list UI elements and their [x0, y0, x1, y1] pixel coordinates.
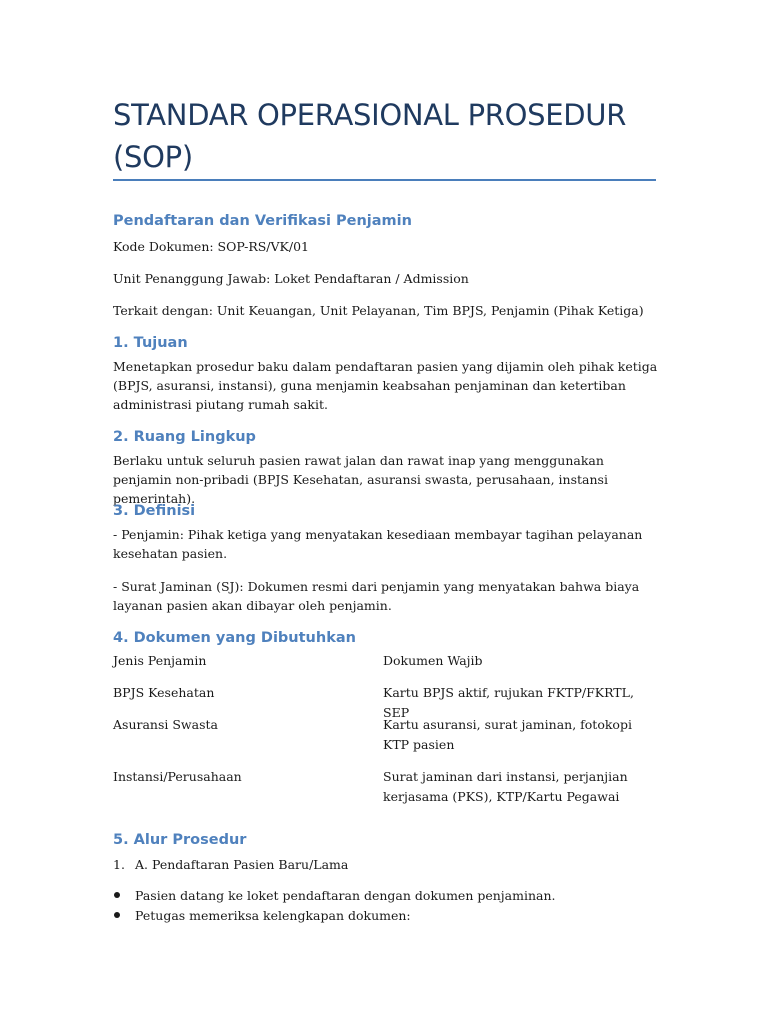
section-heading-tujuan: 1. Tujuan [113, 335, 188, 351]
table-cell-dokumen: Kartu asuransi, surat jaminan, fotokopi KTP pasien [383, 717, 632, 752]
table-cell-jenis: Asuransi Swasta [113, 717, 218, 732]
section-text-tujuan: Menetapkan prosedur baku dalam pendaftaran pasien yang dijamin oleh pihak ketiga (BPJS, asuransi, instansi), guna menjamin keabsahan penjaminan dan ketertiban administrasi piutang rumah sakit. [113, 359, 658, 412]
document-code: Kode Dokumen: SOP-RS/VK/01 [113, 239, 309, 254]
table-header-dokumen: Dokumen Wajib [383, 653, 483, 668]
section-heading-ruang-lingkup: 2. Ruang Lingkup [113, 429, 256, 445]
table-cell-dokumen: Surat jaminan dari instansi, perjanjian kerjasama (PKS), KTP/Kartu Pegawai [383, 769, 628, 804]
document-subtitle: Pendaftaran dan Verifikasi Penjamin [113, 213, 412, 229]
table-header-jenis: Jenis Penjamin [113, 653, 207, 668]
document-title: STANDAR OPERASIONAL PROSEDUR (SOP) [113, 98, 627, 174]
definition-surat-jaminan: - Surat Jaminan (SJ): Dokumen resmi dari penjamin yang menyatakan bahwa biaya layanan pasien akan dibayar oleh penjamin. [113, 579, 640, 613]
bullet-icon [113, 891, 121, 899]
title-underline [113, 179, 656, 181]
table-cell-jenis: Instansi/Perusahaan [113, 769, 242, 784]
responsible-unit: Unit Penanggung Jawab: Loket Pendaftaran / Admission [113, 271, 469, 286]
section-heading-alur: 5. Alur Prosedur [113, 832, 247, 848]
table-cell-dokumen: Kartu BPJS aktif, rujukan FKTP/FKRTL, SEP [383, 685, 634, 720]
related-units: Terkait dengan: Unit Keuangan, Unit Pelayanan, Tim BPJS, Penjamin (Pihak Ketiga) [113, 303, 644, 318]
definition-penjamin: - Penjamin: Pihak ketiga yang menyatakan kesediaan membayar tagihan pelayanan kesehatan pasien. [113, 527, 643, 561]
bullet-icon [113, 911, 121, 919]
section-text-ruang-lingkup: Berlaku untuk seluruh pasien rawat jalan dan rawat inap yang menggunakan penjamin non-pribadi (BPJS Kesehatan, asuransi swasta, perusahaan, instansi pemerintah). [113, 453, 608, 506]
list-item: Pasien datang ke loket pendaftaran dengan dokumen penjaminan. [135, 888, 556, 903]
section-heading-dokumen: 4. Dokumen yang Dibutuhkan [113, 630, 356, 646]
list-item-step: A. Pendaftaran Pasien Baru/Lama [135, 857, 349, 872]
list-item: Petugas memeriksa kelengkapan dokumen: [135, 908, 411, 923]
table-cell-jenis: BPJS Kesehatan [113, 685, 215, 700]
section-heading-definisi: 3. Definisi [113, 503, 196, 519]
list-number: 1. [113, 857, 125, 872]
